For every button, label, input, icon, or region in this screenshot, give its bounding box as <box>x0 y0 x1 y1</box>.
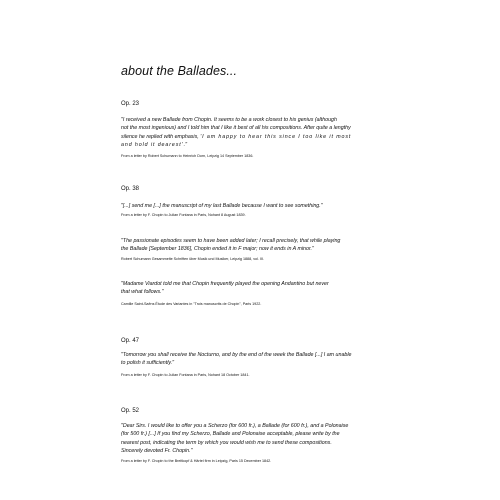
source-op38-3: Camille Saint-Saëns Étude des Variantes in "Trois manuscrits de Chopin", Paris 1922. <box>121 302 262 306</box>
source-op38-1: From a letter by F. Chopin to Julian Fontana in Paris, Nohant 8 August 1839. <box>121 213 246 217</box>
quote-op38-1: "[...] send me [...] the manuscript of my last Ballade because I want to see something." <box>121 203 323 209</box>
section-heading-op23: Op. 23 <box>121 101 140 107</box>
source-op47: From a letter by F. Chopin to Julian Fontana in Paris, Nohant 18 October 1841. <box>121 373 250 377</box>
quote-op23-part3: ." <box>183 141 187 148</box>
section-heading-op52: Op. 52 <box>121 408 140 414</box>
source-op38-2: Robert Schumann Gesammelte Schriften über Musik und Musiker, Leipzig 1888, vol. III. <box>121 257 265 261</box>
quote-op38-3: "Madame Viardot told me that Chopin frequently played the opening Andantino but never that what follows." <box>121 281 329 296</box>
page-title: about the Ballades... <box>121 64 238 78</box>
quote-op23 <box>121 116 401 149</box>
quote-op47: "Tomorrow you shall receive the Nocturno, and by the end of the week the Ballade [...] I am unable to polish it sufficiently." <box>121 352 352 367</box>
source-op52: From a letter by F. Chopin to the Breitkopf & Härtel firm in Leipzig, Paris 15 December 1842. <box>121 459 272 463</box>
quote-op23-emphasis: 'I am happy to hear this since I too like it most and hold it dearest' <box>121 133 352 148</box>
quote-op38-2: "The passionate episodes seem to have been added later; I recall precisely, that while playing the Ballade [September 1836], Chopin ended it in F major; now it ends in A minor." <box>121 238 341 253</box>
section-heading-op47: Op. 47 <box>121 338 140 344</box>
section-heading-op38: Op. 38 <box>121 186 140 192</box>
quote-op23-part1: "I received a new Ballade from Chopin. It seems to be a work closest to his genius (although not the most ingenious) and I told him that I like it best of all his compositions. After quite a lengthy silence he replied with emphasis, <box>121 117 351 140</box>
source-op23: From a letter by Robert Schumann to Heinrich Dorn, Leipzig 14 September 1836. <box>121 154 254 158</box>
quote-op52: "Dear Sirs. I would like to offer you a Scherzo (for 600 fr.), a Ballade (for 600 fr.), and a Polonaise (for 500 fr.) [...] If you find my Scherzo, Ballade and Polonaise acceptable, please write by the nearest post, indicating the term by which you would wish me to send these compositions. Sincerely devoted Fr. Chopin." <box>121 423 349 454</box>
